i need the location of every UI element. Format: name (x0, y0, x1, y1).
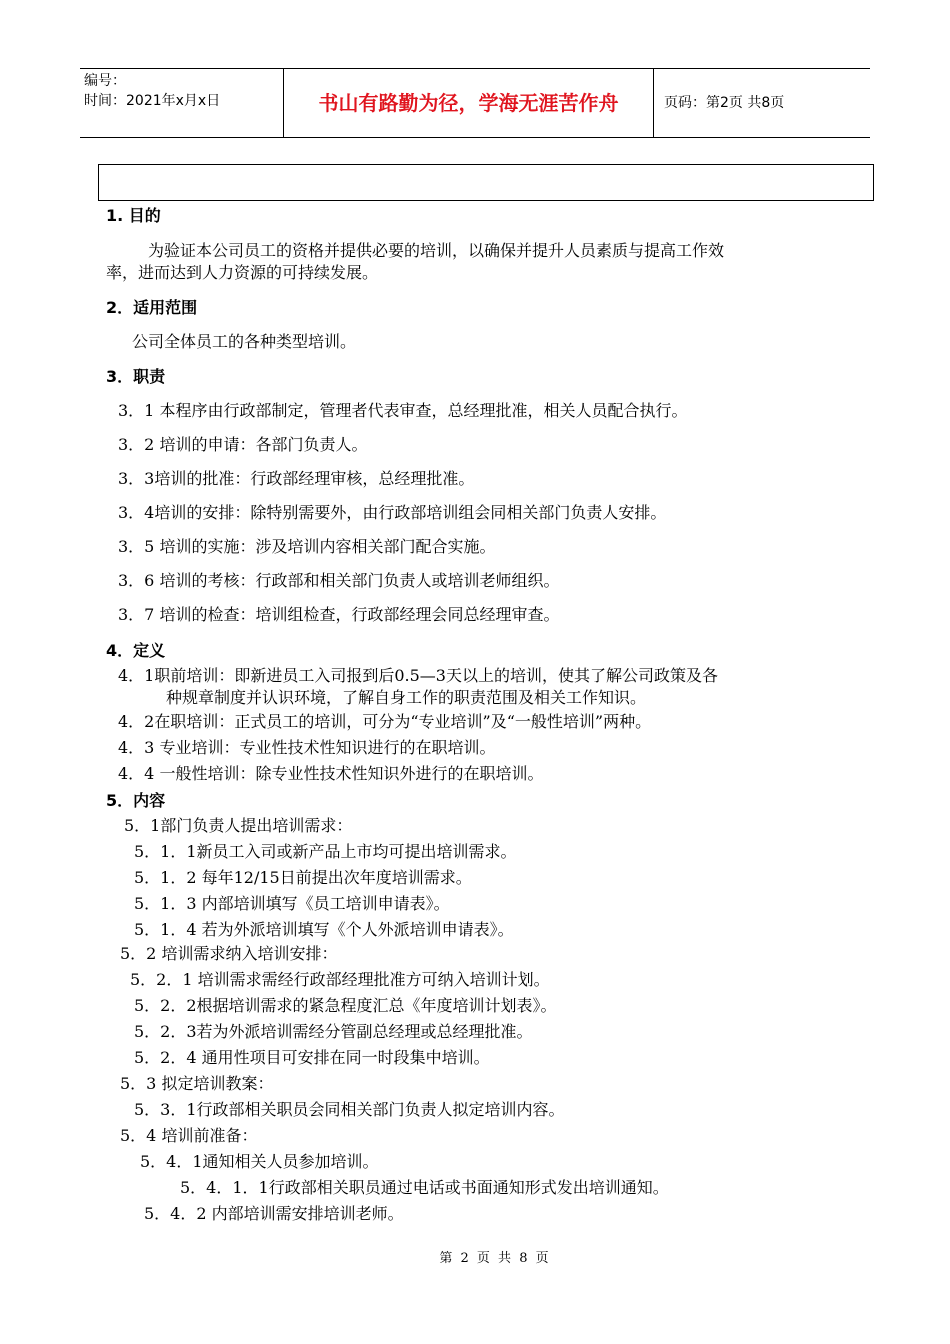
section-heading: 2．适用范围 (106, 298, 198, 317)
list-item: 5．4 培训前准备： (120, 1126, 258, 1145)
list-item: 3．3培训的批准：行政部经理审核，总经理批准。 (118, 469, 475, 488)
header-slogan: 书山有路勤为径，学海无涯苦作舟 (284, 69, 654, 137)
list-item: 5．2．4 通用性项目可安排在同一时段集中培训。 (134, 1048, 490, 1067)
list-item: 5．1．1新员工入司或新产品上市均可提出培训需求。 (134, 842, 517, 861)
paragraph: 率，进而达到人力资源的可持续发展。 (106, 263, 379, 282)
list-item: 5．2．1 培训需求需经行政部经理批准方可纳入培训计划。 (130, 970, 550, 989)
list-item: 5．1部门负责人提出培训需求： (124, 816, 353, 835)
list-item: 5．2．3若为外派培训需经分管副总经理或总经理批准。 (134, 1022, 533, 1041)
section-heading: 1. 目的 (106, 206, 161, 225)
list-item: 5．4．2 内部培训需安排培训老师。 (144, 1204, 404, 1223)
list-item: 3．7 培训的检查：培训组检查，行政部经理会同总经理审查。 (118, 605, 560, 624)
list-item: 4．3 专业培训：专业性技术性知识进行的在职培训。 (118, 738, 496, 757)
list-item: 5．4．1．1行政部相关职员通过电话或书面通知形式发出培训通知。 (180, 1178, 669, 1197)
section-heading: 4．定义 (106, 641, 166, 660)
list-item: 3．6 培训的考核：行政部和相关部门负责人或培训老师组织。 (118, 571, 560, 590)
list-item: 5．2 培训需求纳入培训安排： (120, 944, 338, 963)
section-heading: 5．内容 (106, 791, 166, 810)
list-item: 4．1职前培训：即新进员工入司报到后0.5—3天以上的培训，使其了解公司政策及各 (118, 666, 718, 685)
list-item-continuation: 种规章制度并认识环境，了解自身工作的职责范围及相关工作知识。 (166, 688, 647, 707)
header-page-number: 页码：第2页 共8页 (664, 95, 785, 111)
list-item: 5．1．2 每年12/15日前提出次年度培训需求。 (134, 868, 472, 887)
list-item: 5．4．1通知相关人员参加培训。 (140, 1152, 379, 1171)
document-date-label: 时间：2021年x月x日 (84, 93, 221, 109)
list-item: 3．5 培训的实施：涉及培训内容相关部门配合实施。 (118, 537, 496, 556)
list-item: 4．2在职培训：正式员工的培训，可分为“专业培训”及“一般性培训”两种。 (118, 712, 652, 731)
document-number-label: 编号： (84, 73, 126, 89)
paragraph: 为验证本公司员工的资格并提供必要的培训，以确保并提升人员素质与提高工作效 (148, 241, 725, 260)
page-footer: 第 2 页 共 8 页 (439, 1251, 551, 1266)
list-item: 3．2 培训的申请：各部门负责人。 (118, 435, 368, 454)
list-item: 5．2．2根据培训需求的紧急程度汇总《年度培训计划表》。 (134, 996, 557, 1015)
section-heading: 3．职责 (106, 367, 166, 386)
list-item: 5．3 拟定培训教案： (120, 1074, 274, 1093)
list-item: 4．4 一般性培训：除专业性技术性知识外进行的在职培训。 (118, 764, 544, 783)
paragraph: 公司全体员工的各种类型培训。 (132, 332, 357, 351)
list-item: 5．1．3 内部培训填写《员工培训申请表》。 (134, 894, 450, 913)
list-item: 3．1 本程序由行政部制定，管理者代表审查，总经理批准，相关人员配合执行。 (118, 401, 688, 420)
list-item: 5．3．1行政部相关职员会同相关部门负责人拟定培训内容。 (134, 1100, 565, 1119)
list-item: 3．4培训的安排：除特别需要外，由行政部培训组会同相关部门负责人安排。 (118, 503, 667, 522)
list-item: 5．1．4 若为外派培训填写《个人外派培训申请表》。 (134, 920, 514, 939)
